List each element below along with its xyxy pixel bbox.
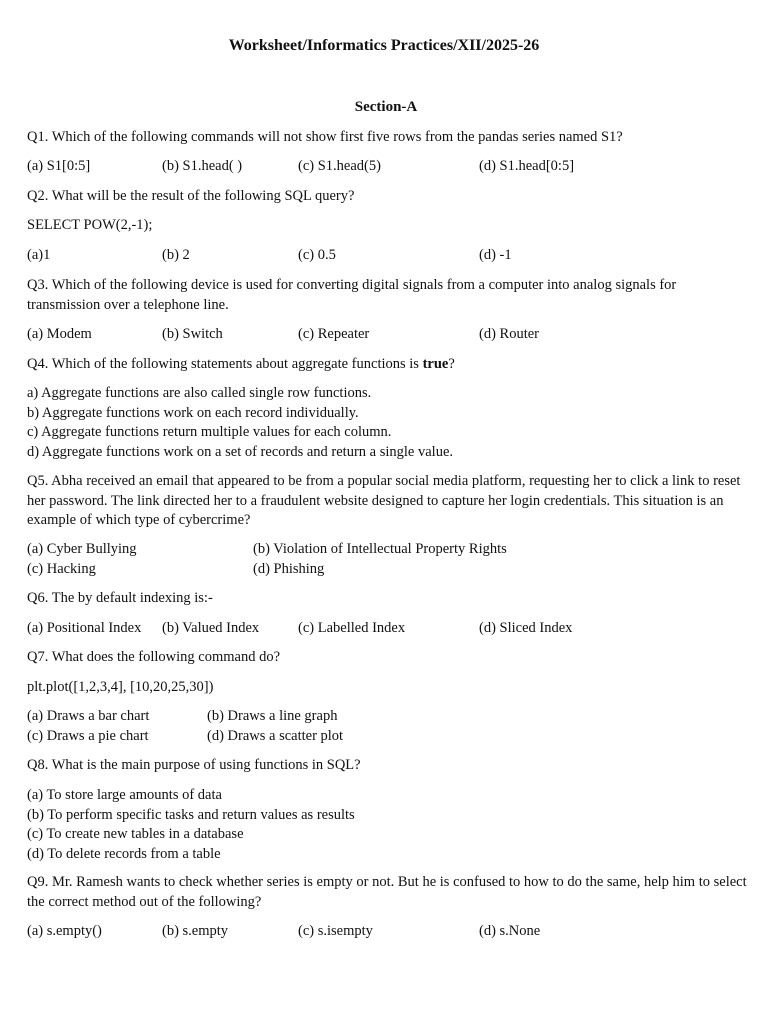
option-a: (a) To store large amounts of data [27, 787, 222, 803]
option-a: (a) Modem [27, 326, 92, 342]
question-4-options [27, 384, 747, 462]
question-9: Q9. Mr. Ramesh wants to check whether series is empty or not. But he is confused to how to do the same, help him to select the correct method out of the following? [27, 874, 747, 910]
question-1: Q1. Which of the following commands will not show first five rows from the pandas series named S1? [27, 129, 623, 145]
option-d: (d) s.None [479, 923, 541, 939]
option-c: (c) S1.head(5) [298, 158, 381, 174]
question-5: Q5. Abha received an email that appeared to be from a popular social media platform, requesting her to click a link to reset her password. The link directed her to a fraudulent website designed to capture her login credentials. This situation is an example of which type of cybercrime? [27, 473, 741, 528]
page-title: Worksheet/Informatics Practices/XII/2025-26 [228, 37, 540, 54]
option-a: (a) Cyber Bullying [27, 541, 137, 557]
option-a: (a) S1[0:5] [27, 158, 91, 174]
option-d: d) Aggregate functions work on a set of records and return a single value. [27, 443, 454, 460]
question-4 [27, 355, 747, 375]
option-a: (a) s.empty() [27, 923, 102, 939]
option-d: (d) Router [479, 326, 539, 342]
question-2: Q2. What will be the result of the following SQL query? [27, 188, 355, 204]
option-b: (b) Switch [162, 326, 223, 342]
question-7: Q7. What does the following command do? [27, 649, 281, 665]
option-a: (a)1 [27, 247, 51, 263]
question-8-options [27, 786, 747, 864]
option-b: (b) Violation of Intellectual Property Rights [253, 541, 507, 557]
question-4-emphasis: true [422, 356, 449, 372]
question-6: Q6. The by default indexing is:- [27, 590, 213, 606]
option-c: c) Aggregate functions return multiple values for each column. [27, 424, 392, 440]
option-c: (c) 0.5 [298, 247, 336, 263]
option-a: (a) Positional Index [27, 620, 142, 636]
python-code: plt.plot([1,2,3,4], [10,20,25,30]) [27, 679, 214, 695]
option-c: (c) Draws a pie chart [27, 727, 149, 744]
option-b: (b) s.empty [162, 923, 229, 939]
option-c: (c) Labelled Index [298, 620, 406, 636]
option-b: (b) To perform specific tasks and return values as results [27, 806, 355, 823]
option-c: (c) Repeater [298, 326, 370, 342]
option-b: (b) 2 [162, 247, 190, 263]
option-d: (d) -1 [479, 247, 512, 263]
option-d: (d) S1.head[0:5] [479, 158, 575, 174]
question-4-text: Q4. Which of the following statements about aggregate functions is [27, 356, 423, 372]
option-d: (d) To delete records from a table [27, 845, 221, 862]
option-c: (c) To create new tables in a database [27, 826, 244, 842]
option-b: (b) S1.head( ) [162, 158, 243, 174]
section-heading: Section-A [354, 99, 418, 115]
option-d: (d) Phishing [253, 560, 325, 577]
option-d: (d) Draws a scatter plot [207, 727, 344, 744]
option-c: (c) s.isempty [298, 923, 373, 939]
sql-code: SELECT POW(2,-1); [27, 217, 153, 233]
option-b: (b) Valued Index [162, 620, 260, 636]
question-4-suffix: ? [448, 356, 455, 372]
option-b: b) Aggregate functions work on each record individually. [27, 404, 359, 421]
option-d: (d) Sliced Index [479, 620, 573, 636]
question-8: Q8. What is the main purpose of using functions in SQL? [27, 757, 361, 773]
question-3: Q3. Which of the following device is used for converting digital signals from a computer into analog signals for transmission over a telephone line. [27, 277, 677, 313]
option-a: (a) Draws a bar chart [27, 708, 150, 724]
option-b: (b) Draws a line graph [207, 708, 338, 724]
option-a: a) Aggregate functions are also called single row functions. [27, 385, 372, 401]
option-c: (c) Hacking [27, 560, 96, 577]
